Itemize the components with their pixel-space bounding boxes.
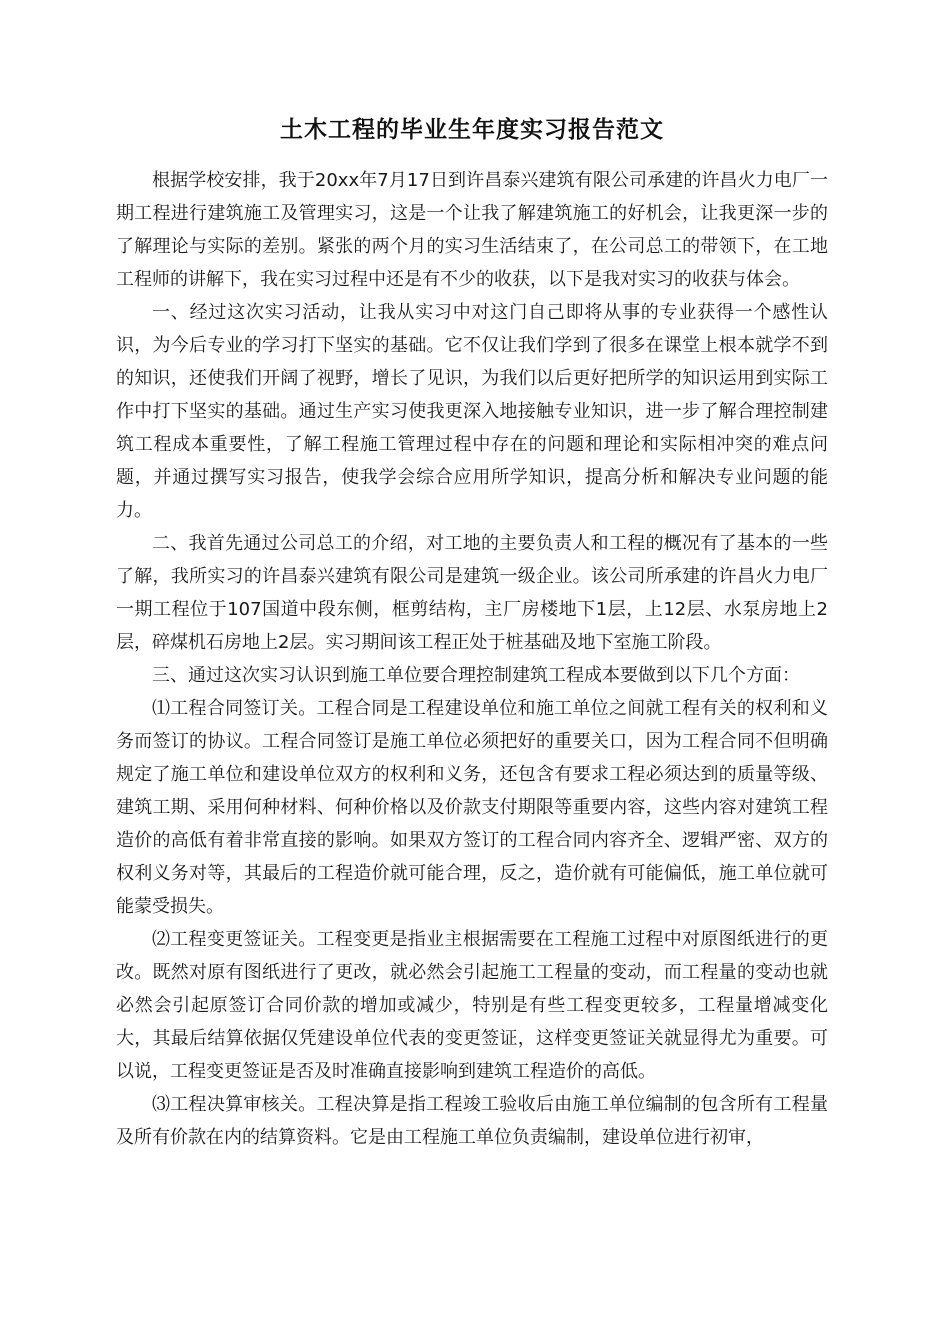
paragraph-item-1: ⑴工程合同签订关。工程合同是工程建设单位和施工单位之间就工程有关的权利和义务而签订的协议。工程合同签订是施工单位必须把好的重要关口，因为工程合同不但明确规定了施工单位和建设单位双方的权利和义务，还包含有要求工程必须达到的质量等级、建筑工期、采用何种材料、何种价格以及价款支付期限等重要内容，这些内容对建筑工程造价的高低有着非常直接的影响。如果双方签订的工程合同内容齐全、逻辑严密、双方的权利义务对等，其最后的工程造价就可能合理，反之，造价就有可能偏低，施工单位就可能蒙受损失。 (116, 698, 828, 917)
document-page (116, 112, 828, 1154)
paragraph-section-3: 三、通过这次实习认识到施工单位要合理控制建筑工程成本要做到以下几个方面： (152, 665, 800, 686)
paragraph-section-2: 二、我首先通过公司总工的介绍，对工地的主要负责人和工程的概况有了基本的一些了解，我所实习的许昌泰兴建筑有限公司是建筑一级企业。该公司所承建的许昌火力电厂一期工程位于107国道中段东侧，框剪结构，主厂房楼地下1层，上12层、水泵房地上2层，碎煤机石房地上2层。实习期间该工程正处于桩基础及地下室施工阶段。 (116, 533, 828, 653)
document-title: 土木工程的毕业生年度实习报告范文 (280, 117, 664, 143)
paragraph-intro: 根据学校安排，我于20xx年7月17日到许昌泰兴建筑有限公司承建的许昌火力电厂一期工程进行建筑施工及管理实习，这是一个让我了解建筑施工的好机会，让我更深一步的了解理论与实际的差别。紧张的两个月的实习生活结束了，在公司总工的带领下，在工地工程师的讲解下，我在实习过程中还是有不少的收获，以下是我对实习的收获与体会。 (116, 170, 828, 290)
paragraph-section-1: 一、经过这次实习活动，让我从实习中对这门自己即将从事的专业获得一个感性认识，为今后专业的学习打下坚实的基础。它不仅让我们学到了很多在课堂上根本就学不到的知识，还使我们开阔了视野，增长了见识，为我们以后更好把所学的知识运用到实际工作中打下坚实的基础。通过生产实习使我更深入地接触专业知识，进一步了解合理控制建筑工程成本重要性，了解工程施工管理过程中存在的问题和理论和实际相冲突的难点问题，并通过撰写实习报告，使我学会综合应用所学知识，提高分析和解决专业问题的能力。 (116, 302, 828, 521)
paragraph-item-3: ⑶工程决算审核关。工程决算是指工程竣工验收后由施工单位编制的包含所有工程量及所有价款在内的结算资料。它是由工程施工单位负责编制，建设单位进行初审， (116, 1094, 828, 1148)
paragraph-item-2: ⑵工程变更签证关。工程变更是指业主根据需要在工程施工过程中对原图纸进行的更改。既然对原有图纸进行了更改，就必然会引起施工工程量的变动，而工程量的变动也就必然会引起原签订合同价款的增加或减少，特别是有些工程变更较多，工程量增减变化大，其最后结算依据仅凭建设单位代表的变更签证，这样变更签证关就显得尤为重要。可以说，工程变更签证是否及时准确直接影响到建筑工程造价的高低。 (116, 929, 828, 1082)
